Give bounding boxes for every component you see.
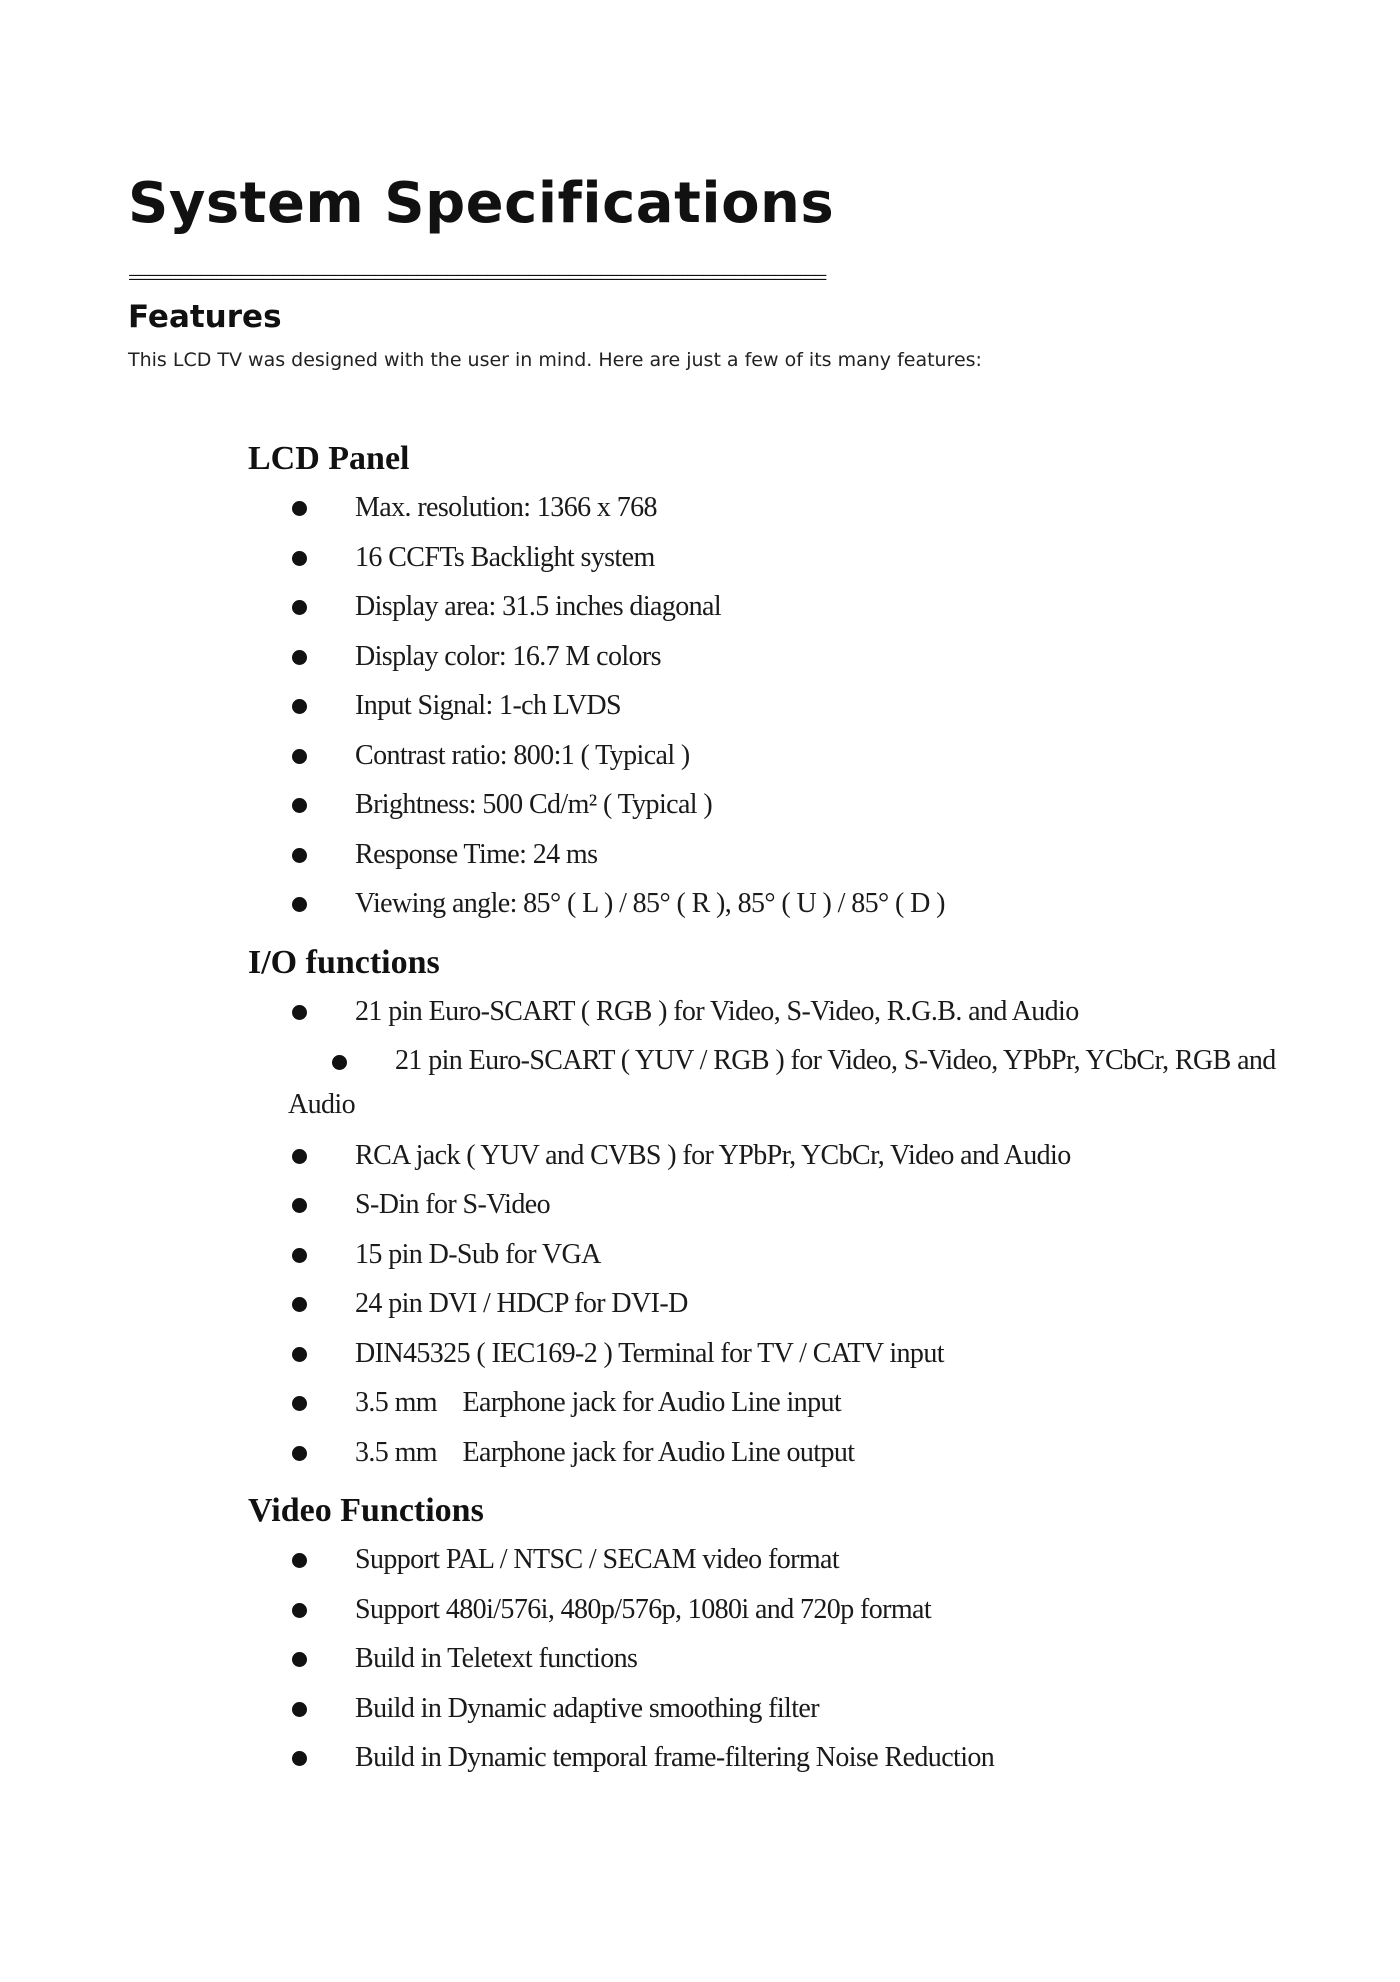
list-item: 21 pin Euro-SCART ( RGB ) for Video, S-Video, R.G.B. and Audio: [248, 987, 1308, 1037]
list-item: DIN45325 ( IEC169-2 ) Terminal for TV / CATV input: [248, 1329, 1308, 1379]
bullet-icon: [292, 1446, 307, 1461]
section-io-functions: [248, 946, 1308, 1477]
bullet-icon: [292, 1396, 307, 1411]
bullet-icon: [292, 1005, 307, 1020]
list-item: Build in Teletext functions: [248, 1634, 1308, 1684]
list-item: Response Time: 24 ms: [248, 830, 1308, 880]
bullet-icon: [292, 1347, 307, 1362]
list-item: Display color: 16.7 M colors: [248, 632, 1308, 682]
list-item: Display area: 31.5 inches diagonal: [248, 582, 1308, 632]
list-item: Brightness: 500 Cd/m² ( Typical ): [248, 780, 1308, 830]
features-heading: Features: [128, 299, 282, 335]
bullet-icon: [332, 1055, 347, 1070]
bullet-icon: [292, 1198, 307, 1213]
bullet-icon: [292, 699, 307, 714]
bullet-icon: [292, 1751, 307, 1766]
list-item: Max. resolution: 1366 x 768: [248, 483, 1308, 533]
list-item: Contrast ratio: 800:1 ( Typical ): [248, 731, 1308, 781]
list-item: 3.5 mm Earphone jack for Audio Line output: [248, 1428, 1308, 1478]
bullet-icon: [292, 650, 307, 665]
io-functions-list: [248, 987, 1308, 1477]
bullet-icon: [292, 1149, 307, 1164]
bullet-icon: [292, 1297, 307, 1312]
page-title: System Specifications: [128, 171, 835, 236]
bullet-icon: [292, 848, 307, 863]
list-item: Support PAL / NTSC / SECAM video format: [248, 1535, 1308, 1585]
list-item: S-Din for S-Video: [248, 1180, 1308, 1230]
bullet-icon: [292, 749, 307, 764]
bullet-icon: [292, 600, 307, 615]
list-item: 24 pin DVI / HDCP for DVI-D: [248, 1279, 1308, 1329]
list-item: Build in Dynamic temporal frame-filtering Noise Reduction: [248, 1733, 1308, 1783]
list-item: Support 480i/576i, 480p/576p, 1080i and 720p format: [248, 1585, 1308, 1635]
list-item: RCA jack ( YUV and CVBS ) for YPbPr, YCbCr, Video and Audio: [248, 1131, 1308, 1181]
section-lcd-panel: [248, 442, 1308, 929]
section-heading-lcd-panel: LCD Panel: [248, 440, 410, 477]
bullet-icon: [292, 798, 307, 813]
bullet-icon: [292, 897, 307, 912]
list-item: 16 CCFTs Backlight system: [248, 533, 1308, 583]
section-heading-video-functions: Video Functions: [248, 1492, 484, 1529]
list-item: 3.5 mm Earphone jack for Audio Line input: [248, 1378, 1308, 1428]
bullet-icon: [292, 1702, 307, 1717]
bullet-icon: [292, 1248, 307, 1263]
video-functions-list: [248, 1535, 1308, 1783]
bullet-icon: [292, 1652, 307, 1667]
bullet-icon: [292, 1603, 307, 1618]
bullet-icon: [292, 1553, 307, 1568]
section-video-functions: [248, 1494, 1308, 1783]
list-item: 15 pin D-Sub for VGA: [248, 1230, 1308, 1280]
list-item: Input Signal: 1-ch LVDS: [248, 681, 1308, 731]
bullet-icon: [292, 551, 307, 566]
section-heading-io-functions: I/O functions: [248, 944, 440, 981]
list-item: Viewing angle: 85° ( L ) / 85° ( R ), 85° ( U ) / 85° ( D ): [248, 879, 1308, 929]
list-item: Build in Dynamic adaptive smoothing filter: [248, 1684, 1308, 1734]
title-divider: ====================================================================: [128, 268, 825, 287]
lcd-panel-list: [248, 483, 1308, 929]
bullet-icon: [292, 501, 307, 516]
list-item: 21 pin Euro-SCART ( YUV / RGB ) for Video, S-Video, YPbPr, YCbCr, RGB and Audio: [288, 1044, 1276, 1120]
features-intro: This LCD TV was designed with the user in mind. Here are just a few of its many features:: [128, 349, 982, 371]
